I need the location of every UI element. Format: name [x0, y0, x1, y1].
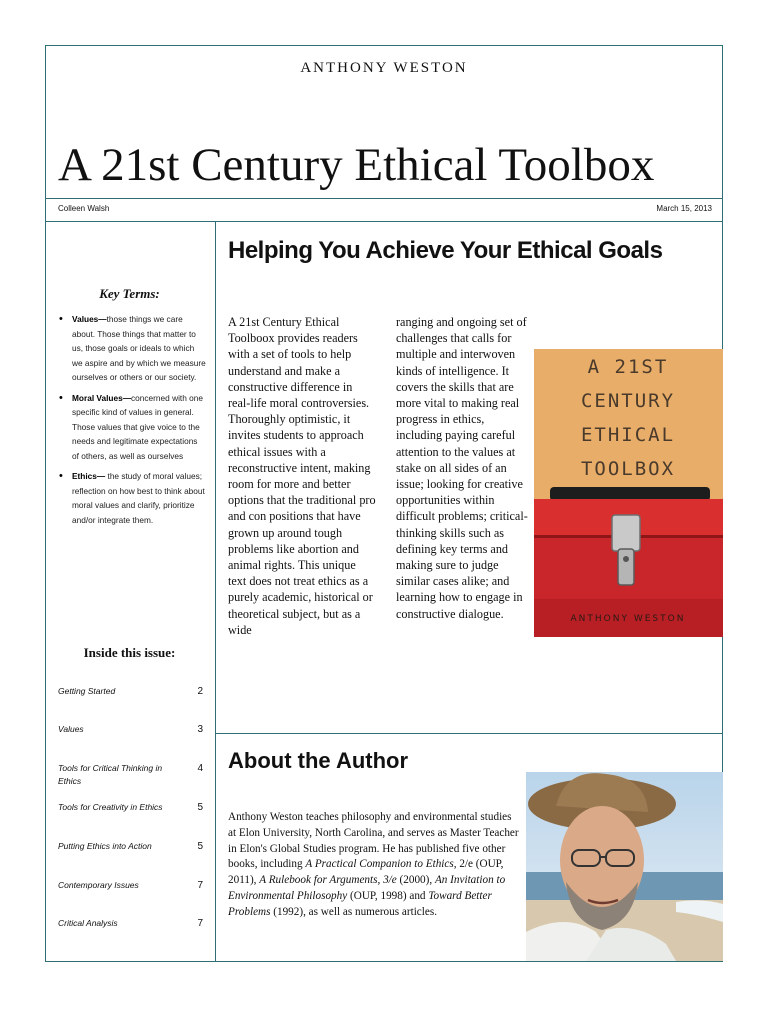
article-heading: Helping You Achieve Your Ethical Goals [228, 237, 663, 264]
cover-line-4: TOOLBOX [580, 458, 676, 480]
toc-row[interactable]: Tools for Critical Thinking in Ethics 4 [58, 763, 203, 786]
inside-issue-title: Inside this issue: [83, 645, 176, 660]
key-terms-list [58, 312, 206, 533]
author-photo [526, 772, 723, 961]
rule-above-about [215, 733, 723, 734]
toc-row[interactable]: Critical Analysis 7 [58, 918, 203, 929]
sidebar-divider [215, 221, 216, 962]
article-column-2: ranging and ongoing set of challenges that calls for multiple and interwoven kinds of intelligence. It covers the skills that are more vital to making real progress in ethics, including paying careful attention to the values at stake on all sides of an issue; looking for creative opportunities within difficult problems; critical-thinking skills such as defining key terms and making sure to judge similar cases alike; and learning how to engage in constructive dialogue. [396, 315, 528, 621]
list-item: • Moral Values—concerned with one specific kind of values in general. Those values that give voice to the needs and legitimate expectations of others, as well as ourselves [58, 391, 206, 464]
masthead-author: ANTHONY WESTON [300, 60, 468, 76]
rule-under-title [45, 198, 723, 199]
toc-row[interactable]: Putting Ethics into Action 5 [58, 841, 203, 852]
cover-author: ANTHONY WESTON [570, 614, 686, 624]
toc-row[interactable]: Tools for Creativity in Ethics 5 [58, 802, 203, 813]
toc-row[interactable]: Getting Started 2 [58, 686, 203, 697]
cover-line-2: CENTURY [580, 390, 676, 412]
cover-line-3: ETHICAL [580, 424, 676, 446]
book-cover-image [534, 349, 723, 637]
rule-under-meta [45, 221, 723, 222]
page-title: A 21st Century Ethical Toolbox [58, 139, 655, 191]
cover-line-1: A 21ST [587, 356, 669, 378]
toc-row[interactable]: Values 3 [58, 724, 203, 735]
issue-date: March 15, 2013 [656, 204, 712, 213]
about-text: Anthony Weston teaches philosophy and environmental studies at Elon University, North Carolina, and serves as Master Teacher in Elon's Global Studies program. He has published five other books, including A Practical Companion to Ethics, 2/e (OUP, 2011), A Rulebook for Arguments, 3/e (2000), An Invitation to Environmental Philosophy (OUP, 1998) and Toward Better Problems (1992), as well as numerous articles. [228, 811, 519, 918]
key-terms-title: Key Terms: [99, 286, 160, 301]
about-heading: About the Author [228, 748, 409, 773]
list-item: • Values—those things we care about. Those things that matter to us, those goals or ideals to which we aspire and by which we measure ourselves or others or our society. [58, 312, 206, 385]
editor-name: Colleen Walsh [58, 204, 110, 213]
article-column-1: A 21st Century Ethical Toolboox provides readers with a set of tools to help understand and make a constructive difference in real-life moral controversies. Thoroughly optimistic, it invites students to approach ethical issues with a reconstructive intent, making room for more and better options that the traditional pro and con positions that have grown up around tough problems like abortion and animal rights. This unique text does not treat ethics as a purely academic, historical or theoretical subject, but as a wide [228, 315, 376, 637]
list-item: • Ethics— the study of moral values; reflection on how best to think about moral values and clarify, prioritize and/or integrate them. [58, 469, 206, 527]
toc-row[interactable]: Contemporary Issues 7 [58, 880, 203, 891]
